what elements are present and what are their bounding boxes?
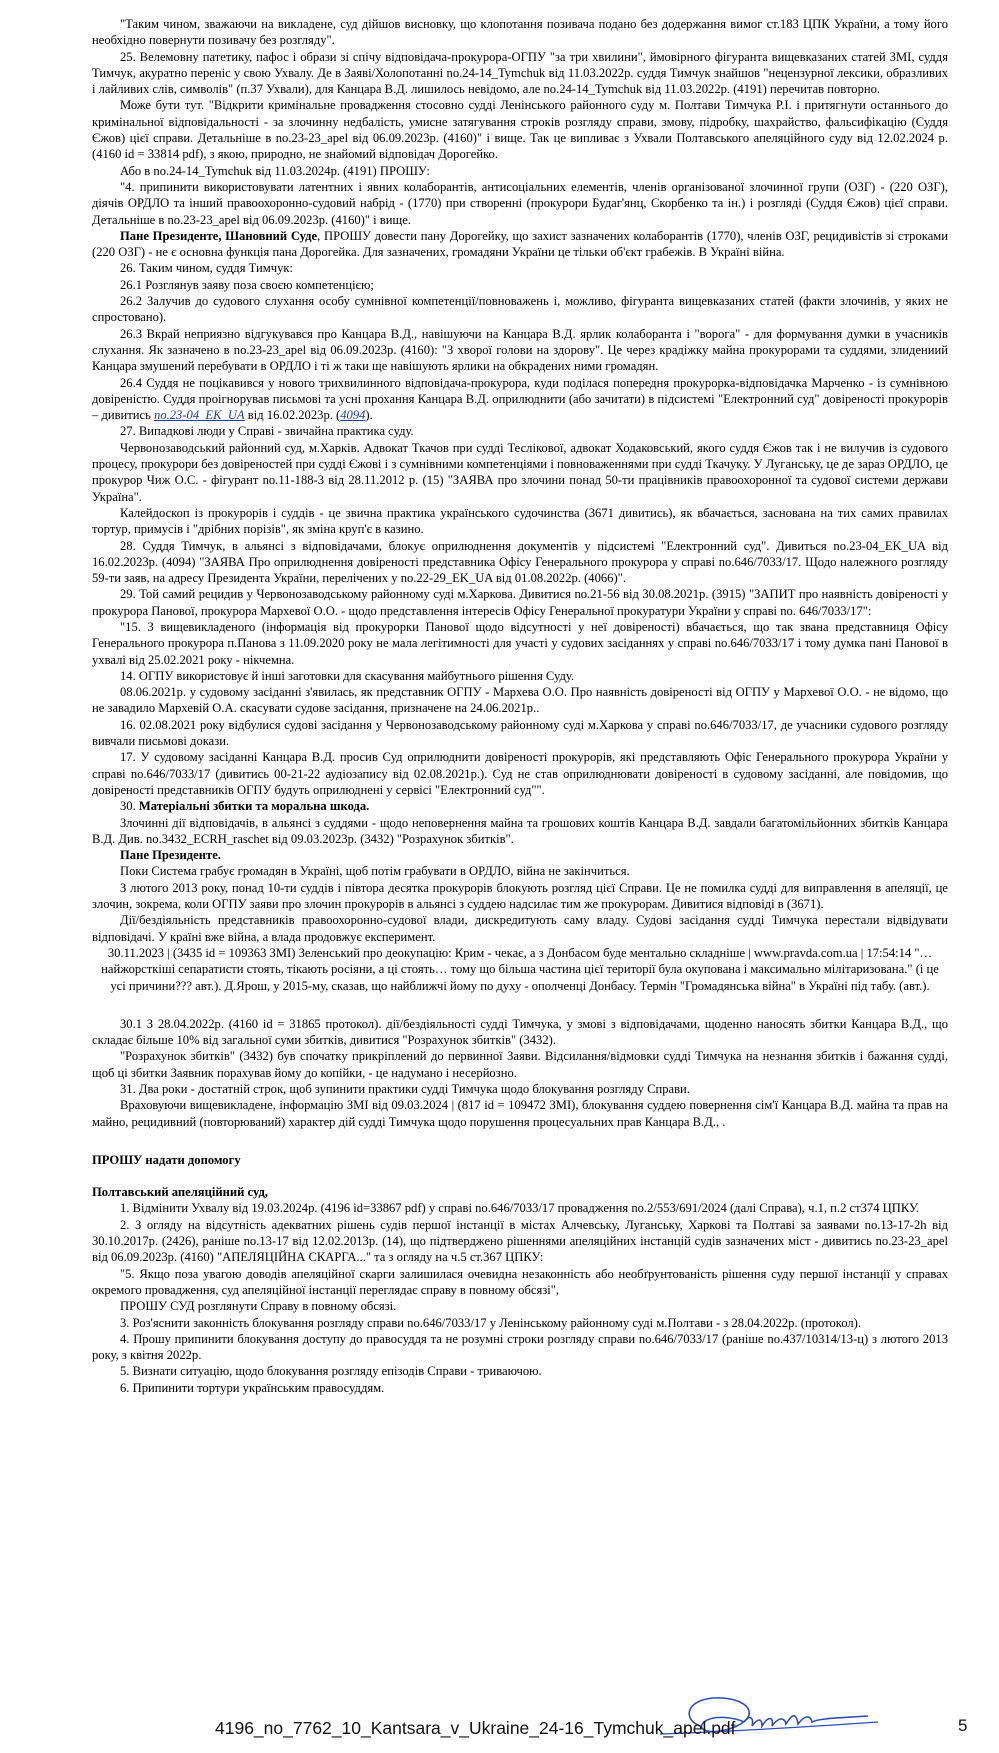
paragraph-text: 16. 02.08.2021 року відбулися судові засідання у Червонозаводському районному суді м.Харкова у справі no.646/7033/17, де учасники судового розгляду вивчали письмові докази.	[92, 717, 948, 749]
paragraph-text: 17. У судовому засіданні Канцара В.Д. просив Суд оприлюднити довіреності прокурорів, які представляють Офіс Генерального прокурора України у справі no.646/7033/17 (дивитись 00-21-22 аудіозапису від 02.08.2021р.). Суд не став оприлюднювати довіреності в судовому засіданні, але повідомив, що довіреності представників ОГПУ будуть оприлюднені у сервісі "Електронний суд"".	[92, 750, 948, 797]
paragraph	[92, 1152, 948, 1168]
paragraph-text: 08.06.2021р. у судовому засіданні з'явилась, як представник ОГПУ - Мархева О.О. Про наявність довіреності від ОГПУ у Мархевої О.О. - не відомо, що не завадило Мархевій О.А. скасувати судове засідання, призначене на 24.06.2021р..	[92, 685, 948, 716]
bold-text: ПРОШУ надати допомогу	[92, 1152, 241, 1167]
paragraph-text: "15. З вищевикладеного (інформація від прокурорки Панової щодо відсутності у неї довіреності) вбачається, що так звана представниця Офісу Генерального прокурора п.Панова з 11.09.2020 року не мала легітимності для участі у судових засіданнях у справі no.646/7033/17 і тому думка пані Панової в ухвалі від 25.02.2021 року - нікчемна.	[92, 619, 948, 667]
paragraph	[92, 1363, 948, 1379]
paragraph	[92, 619, 948, 668]
paragraph-text: "Розрахунок збитків" (3432) був спочатку прикріплений до первинної Заяви. Відсилання/відмовки судді Тимчука на незнання збитків і бажання судді, щоб ці збитки Заявник порахував йому до копійки, - це надумано і несерйозно.	[92, 1049, 948, 1080]
paragraph	[92, 1217, 948, 1266]
paragraph	[92, 1016, 948, 1049]
paragraph	[92, 163, 948, 179]
paragraph-text: Поки Система грабує громадян в Україні, щоб потім грабувати в ОРДЛО, війна не закінчиться.	[120, 864, 630, 879]
bold-text: Пане Президенте.	[120, 848, 221, 863]
page-footer	[0, 1710, 999, 1740]
paragraph-text: 4. Прошу припинити блокування доступу до правосуддя та не розумні строки розгляду справи no.646/7033/17 (раніше no.437/10314/13-ц) з лютого 2013 року, з квітня 2022р.	[92, 1331, 948, 1363]
paragraph	[92, 505, 948, 538]
paragraph-text: Або в no.24-14_Tymchuk від 11.03.2024р. (4191) ПРОШУ:	[120, 163, 430, 178]
paragraph	[92, 1048, 948, 1081]
paragraph-text: Калейдоскоп із прокурорів і суддів - це звична практика українського судочинства (3671 дивитись), як вбачається, заснована на тих самих правилах тортур, примусів і "дрібних порізів", як зміна круп'є в казино.	[92, 505, 948, 537]
paragraph-text: "Таким чином, зважаючи на викладене, суд дійшов висновку, що клопотання позивача подано без додержання вимог ст.183 ЦПК України, а тому його необхідно повернути позивачу без розгляду".	[92, 17, 948, 48]
paragraph-text: 30.1 З 28.04.2022р. (4160 id = 31865 протокол). дії/бездіяльності судді Тимчука, у змові з відповідачами, щоденно наносять збитки Канцара В.Д., що складає більше 10% від загальної суми збитків, дивитися "Розрахунок збитків" (3432).	[92, 1016, 948, 1048]
paragraph-text: 26.2 Залучив до судового слухання особу сумнівної компетенції/повноважень і, можливо, фігуранта вищевказаних статей (факти злочинів, у яких не спростовано).	[92, 294, 948, 325]
paragraph	[92, 847, 948, 863]
paragraph	[92, 863, 948, 879]
paragraph	[92, 668, 948, 684]
paragraph	[92, 1200, 948, 1216]
paragraph-text: ).	[365, 408, 373, 423]
paragraph-text: , ПРОШУ довести пану Дорогейку, що захист зазначених колаборантів (1770), членів ОЗГ, рецидивістів зі строками (220 ОЗГ) - не є основна функція пана Дорогейка. Для зазначених, громадяни України це тільки об'єкт грабежів. В Україні війна.	[92, 228, 948, 260]
paragraph-text: 26. Таким чином, суддя Тимчук:	[120, 261, 293, 276]
paragraph	[92, 798, 948, 814]
paragraph	[92, 260, 948, 276]
paragraph-text: 26.3 Вкрай неприязно відгукувався про Канцара В.Д., навішуючи на Канцара В.Д. ярлик колаборанта і "ворога" - для формування думки в учасників слухання. Як зазначено в no.23-23_apel від 06.09.2023р. (4160): "З хворої голови на здорову". Це через крадіжку майна прокурорами та суддями, злидениий Канцара змушений перебувати в ОРДЛО і ті ж таки ще навішують ярлики на обкрадених ними громадян.	[92, 326, 948, 374]
paragraph-text: З лютого 2013 року, понад 10-ти суддів і півтора десятка прокурорів блокують розгляд цієї Справи. Це не помилка судді для виправлення в апеляції, це злочин, зокрема, коли ОГПУ заяви про злочин прокурорів в альянсі з суддею надсилає тим же прокурорам. Дивитися відповіді в (3671).	[92, 880, 948, 912]
paragraph	[92, 228, 948, 261]
document-body	[92, 16, 948, 1396]
paragraph-text: від 16.02.2023р. (	[244, 408, 341, 423]
spacer	[92, 1130, 948, 1152]
paragraph	[92, 717, 948, 750]
paragraph-text: 27. Випадкові люди у Справі - звичайна практика суду.	[120, 424, 414, 439]
paragraph	[92, 684, 948, 717]
paragraph	[92, 815, 948, 848]
paragraph	[92, 1097, 948, 1130]
paragraph-text: 25. Велемовну патетику, пафос і образи зі спічу відповідача-прокурора-ОГПУ "за три хвилини", ймовірного фігуранта вищевказаних статей ЗМІ, суддя Тимчук, акуратно переніс у свою Ухвалу. Де в Заяві/Холопотанні no.24-14_Tymchuk від 11.03.2022р. суддя Тимчук знайшов "нецензурної лексики, образливих і лайливих слів, символів" (п.37 Ухвали), для Канцара В.Д. лишилось невідомо, але no.24-14_Tymchuk від 11.03.2022р. (4191) перечитав повторно.	[92, 49, 948, 97]
paragraph	[92, 440, 948, 505]
paragraph	[92, 326, 948, 375]
paragraph-text: 30.	[120, 799, 139, 814]
paragraph-text: 2. З огляду на відсутність адекватних рішень судів першої інстанції в містах Алчевську, Луганську, Харкові та Полтаві за заявами no.13-17-2h від 30.10.2017р. (2426), раніше no.13-17 від 12.02.2013р. (14), що підтверджено рішеннями апеляційних інстанцій судів зазначених міст - дивитись no.23-23_apel від 06.09.2023р. (4160) "АПЕЛЯЦІЙНА СКАРГА..." та з огляду на ч.5 ст.367 ЦПКУ:	[92, 1217, 948, 1265]
paragraph	[92, 49, 948, 98]
page-number: 5	[958, 1716, 968, 1735]
paragraph-text: 29. Той самий рецидив у Червонозаводському районному суді м.Харкова. Дивитися no.21-56 від 30.08.2021р. (3915) "ЗАПИТ про наявність довіреності у прокурора Панової, прокурора Мархевої О.О. - щодо представлення інтересів Офісу Генеральної прокуратури України у справі no. 646/7033/17":	[92, 587, 948, 618]
paragraph	[92, 1315, 948, 1331]
paragraph-text: "5. Якщо поза увагою доводів апеляційної скарги залишилася очевидна незаконність або необґрунтованість рішення суду першої інстанції у справах окремого провадження, суд апеляційної інстанції переглядає справу в повному обсязі",	[92, 1266, 948, 1297]
paragraph	[92, 749, 948, 798]
paragraph	[92, 1298, 948, 1314]
paragraph-text: 3. Роз'яснити законність блокування розгляду справи no.646/7033/17 у Ленінському районному суді м.Полтави - з 28.04.2022р. (протокол).	[120, 1315, 861, 1330]
paragraph-text: 28. Суддя Тимчук, в альянсі з відповідачами, блокує оприлюднення документів у підсистемі "Електронний суд". Дивиться no.23-04_EK_UA від 16.02.2023р. (4094) "ЗАЯВА Про оприлюднення довіреності представника Офісу Генерального прокурора у справі no.646/7033/17. Щодо належного розгляду 59-ти заяв, на адресу Президента України, перелічених у no.22-29_EK_UA від 01.08.2022р. (4066)".	[92, 538, 948, 586]
paragraph	[92, 97, 948, 162]
paragraph	[92, 1331, 948, 1364]
paragraph	[92, 1266, 948, 1299]
paragraph-text: "4. припинити використовувати латентних і явних колаборантів, антисоціальних елементів, членів організованої злочинної групи (ОЗГ) - (220 ОЗГ), діячів ОРДЛО та інший правоохоронно-судовий набрід - (1770) при створенні (прокурори Будаг'янц, Скорбенко та ін.) і розгляді (Суддя Єжов) цієї справи. Детальніше в no.23-23_apel від 06.09.2023р. (4160)" і вище.	[92, 179, 948, 227]
paragraph-text: 1. Відмінити Ухвалу від 19.03.2024р. (4196 id=33867 pdf) у справі no.646/7033/17 провадження no.2/553/691/2024 (далі Справа), ч.1, п.2 ст374 ЦПКУ.	[120, 1201, 919, 1216]
paragraph-text: Злочинні дії відповідачів, в альянсі з суддями - щодо неповернення майна та грошових коштів Канцара В.Д. завдали багатомільйонних збитків Канцара В.Д. Див. no.3432_ECRH_raschet від 09.03.2023р. (3432) "Розрахунок збитків".	[92, 815, 948, 846]
paragraph	[92, 880, 948, 913]
paragraph	[92, 1380, 948, 1396]
paragraph-text: 6. Припинити тортури українським правосуддям.	[120, 1380, 385, 1395]
paragraph-text: Може бути тут. "Відкрити кримінальне провадження стосовно судді Ленінського районного суду м. Полтави Тимчука Р.І. і притягнути останнього до кримінальної відповідальності - за злочинну недбалість, умисне затягування строків розгляду справи, змову, підробку, шахрайство, фальсифікацію (Суддя Єжов) цієї справи. Детальніше в no.23-23_apel від 06.09.2023р. (4160)" і вище. Так це випливає з Ухвали Полтавського апеляційного суду від 12.02.2024 р. (4160 id = 33814 pdf), з якою, природно, не знайомий відповідач Дорогейко.	[92, 98, 948, 162]
bold-text: Полтавський апеляційний суд,	[92, 1185, 268, 1200]
paragraph	[92, 586, 948, 619]
paragraph	[92, 423, 948, 439]
paragraph-text: 5. Визнати ситуацію, щодо блокування розгляду епізодів Справи - триваючою.	[120, 1364, 542, 1379]
paragraph	[92, 277, 948, 293]
paragraph-text: 30.11.2023 | (3435 id = 109363 ЗМІ) Зеленський про деокупацію: Крим - чекає, а з Донбасом буде ментально складніше | www.pravda.com.ua | 17:54:14 "…найжорсткіші сепаратисти стоять, тікають росіяни, а ці стоять… тому що більша частина цієї території була окупована і максимально мілітаризована." (і це усі причини??? авт.). Д.Ярош, у 2015-му, сказав, що найближчі йому по духу - ополченці Донбасу. Термін "Громадянська війна" в Україні під табу. (авт.).	[101, 945, 939, 993]
paragraph-text: ПРОШУ СУД розглянути Справу в повному обсязі.	[120, 1299, 397, 1314]
paragraph	[92, 945, 948, 994]
bold-text: Пане Президенте, Шановний Суде	[120, 228, 318, 243]
paragraph	[92, 293, 948, 326]
paragraph	[92, 1081, 948, 1097]
paragraph	[92, 912, 948, 945]
paragraph	[92, 538, 948, 587]
paragraph-text: 31. Два роки - достатній строк, щоб зупинити практики судді Тимчука щодо блокування розгляду Справи.	[120, 1082, 690, 1096]
bold-text: Матеріальні збитки та моральна шкода.	[138, 799, 370, 814]
document-link[interactable]: no.23-04_EK_UA	[154, 408, 245, 423]
paragraph-text: Дії/бездіяльність представників правоохоронно-судової влади, дискредитують саму владу. Судові засідання судді Тимчука перестали відвідувати відповідачі. У країні вже війна, а влада продовжує експеримент.	[92, 913, 948, 944]
paragraph-text: Враховуючи вищевикладене, інформацію ЗМІ від 09.03.2024 | (817 id = 109472 ЗМІ), блокування суддею повернення сім'ї Канцара В.Д. майна та прав на майно, рецидивний (повторюваний) характер дій судді Тимчука щодо порушення процесуальних прав Канцара В.Д., .	[92, 1098, 948, 1129]
paragraph	[92, 375, 948, 424]
paragraph	[92, 16, 948, 49]
spacer	[92, 1168, 948, 1184]
paragraph	[92, 1184, 948, 1200]
paragraph-text: 26.1 Розглянув заяву поза своєю компетенцією;	[120, 277, 374, 292]
document-link[interactable]: 4094	[340, 408, 366, 423]
footer-filename: 4196_no_7762_10_Kantsara_v_Ukraine_24-16_Tymchuk_apel.pdf	[215, 1718, 736, 1738]
spacer	[92, 994, 948, 1016]
paragraph	[92, 179, 948, 228]
paragraph-text: 26.4 Суддя не поцікавився у нового трихвилинного відповідача-прокурора, куди поділася попередня прокурорка-відповідачка Марченко - із сумнівною довіреністю. Суддя проігнорував письмові та усні прохання Канцара В.Д. оприлюднити (або зачитати) в підсистемі "Електронний суд" довіреності прокурорів – дивитись	[92, 375, 948, 423]
paragraph-text: 14. ОГПУ використовує й інші заготовки для скасування майбутнього рішення Суду.	[120, 668, 575, 683]
paragraph-text: Червонозаводський районний суд, м.Харків. Адвокат Ткачов при судді Теслікової, адвокат Ходаковський, якого суддя Єжов так і не вилучив із судового процесу, прокурори без довіреностей при судді Єжові і з сумнівними компетенціями і повноваженнями при судді Ткачуку. У Луганську, це де зараз ОРДЛО, це прокурор Чиж О.С. - фігурант no.11-188-3 від 28.11.2012 р. (15) "ЗАЯВА про злочини понад 50-ти працівників правоохоронної та судової системи держави Україна".	[92, 440, 948, 504]
